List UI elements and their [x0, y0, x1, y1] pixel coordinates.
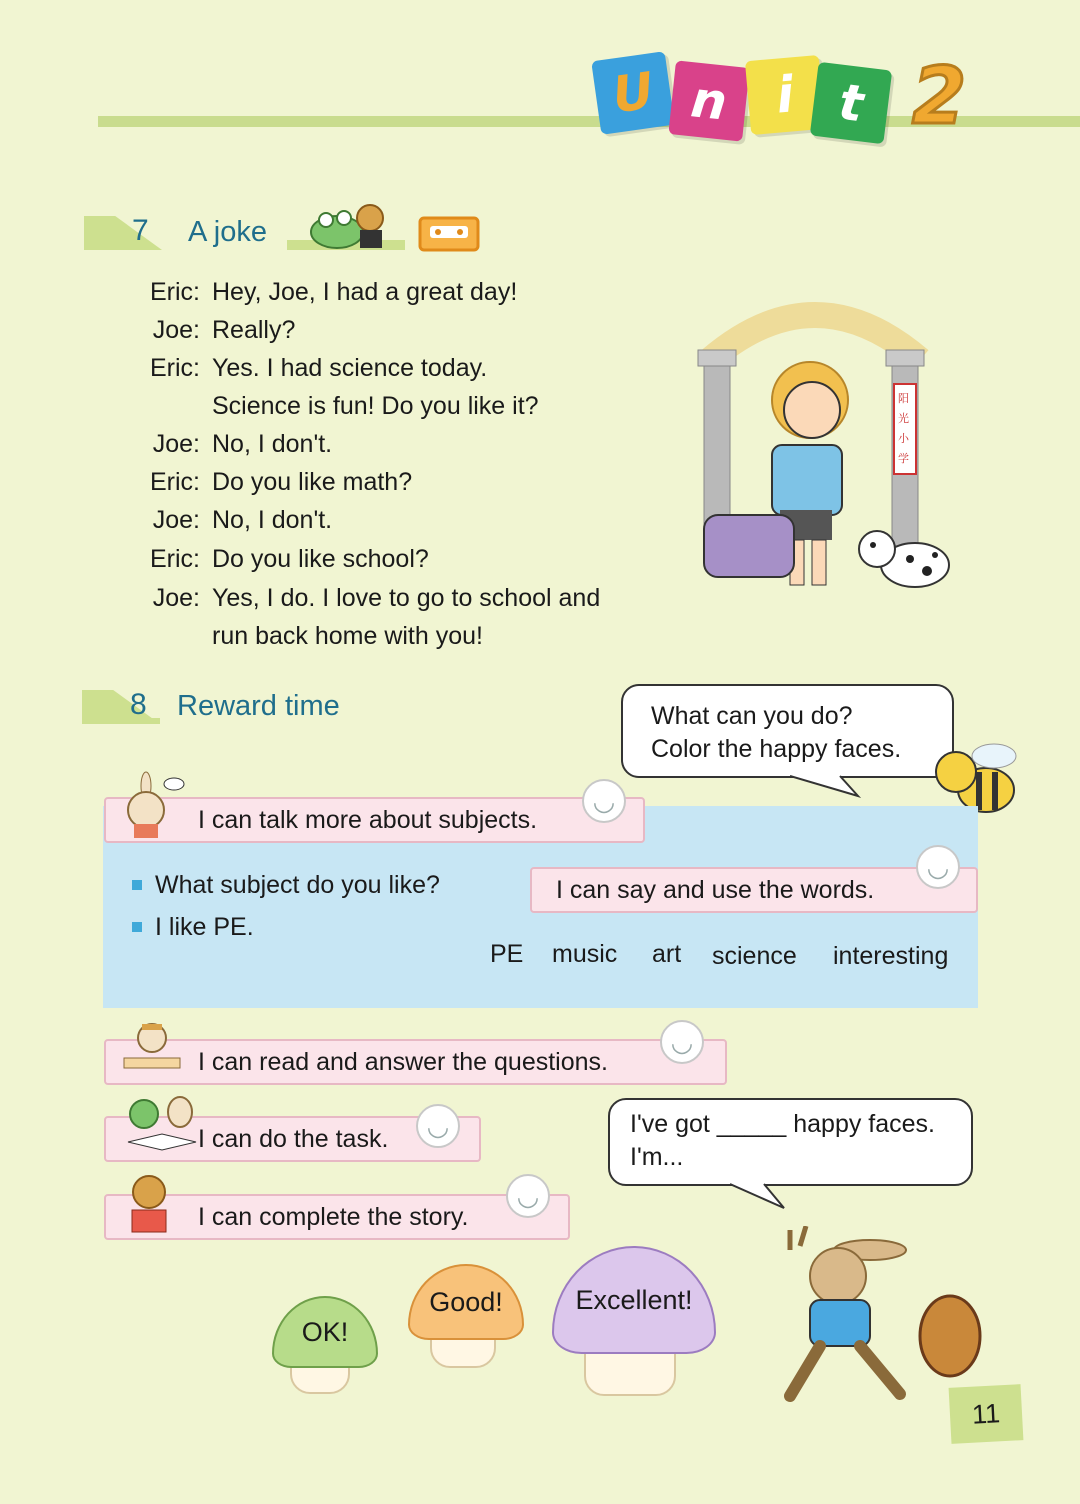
- can-do-text: I can do the task.: [198, 1124, 389, 1153]
- can-do-text: I can talk more about subjects.: [198, 805, 538, 834]
- rabbit-with-basket-illustration: [750, 1226, 990, 1406]
- dialogue-line: No, I don't.: [212, 430, 333, 458]
- cassette-icon[interactable]: [418, 216, 480, 252]
- dialogue-line: Do you like math?: [212, 468, 413, 496]
- can-do-say-words: [530, 867, 978, 913]
- example-question: What subject do you like?: [155, 871, 440, 899]
- vocab-word: PE: [490, 940, 524, 968]
- mushroom-excellent: Excellent!: [552, 1246, 716, 1354]
- section-8-underline: [82, 718, 160, 724]
- bear-reading-icon: [124, 1170, 174, 1236]
- happy-face-icon[interactable]: ◡: [416, 1104, 460, 1148]
- happy-face-icon[interactable]: ◡: [582, 779, 626, 823]
- bee-speech-bubble: [621, 684, 954, 778]
- dialogue-line: Do you like school?: [212, 545, 429, 573]
- bubble-line: Color the happy faces.: [651, 735, 902, 763]
- can-do-text: I can read and answer the questions.: [198, 1047, 608, 1076]
- bubble-line: I've got _____ happy faces.: [630, 1110, 935, 1138]
- speaker-label: Joe:: [152, 430, 200, 458]
- section-8-number: 8: [130, 688, 147, 721]
- unit-tile-u: U: [591, 51, 675, 135]
- speaker-label: Eric:: [150, 278, 200, 306]
- dialogue-line: Hey, Joe, I had a great day!: [212, 278, 518, 306]
- example-answer: I like PE.: [155, 913, 254, 941]
- section-8-title: Reward time: [177, 690, 340, 722]
- unit-number: 2: [912, 52, 967, 142]
- boy-with-bag-illustration: [700, 355, 880, 600]
- frog-and-bear-icon: [302, 196, 392, 250]
- gate-sign-char: 光: [898, 413, 909, 425]
- bubble-line: What can you do?: [651, 702, 853, 730]
- dialogue-line: Yes, I do. I love to go to school and: [212, 584, 601, 612]
- bullet-icon: [132, 880, 142, 890]
- happy-face-icon[interactable]: ◡: [916, 845, 960, 889]
- reading-at-desk-icon: [122, 1020, 182, 1072]
- friends-with-book-icon: [122, 1092, 202, 1152]
- dialogue-line: Science is fun! Do you like it?: [212, 392, 539, 420]
- vocab-word: science: [712, 942, 797, 970]
- section-7-tab: [84, 216, 162, 250]
- happy-face-count-bubble: [608, 1098, 973, 1186]
- speaker-label: Joe:: [152, 506, 200, 534]
- dialogue-line: Yes. I had science today.: [212, 354, 488, 382]
- mushroom-good: Good!: [408, 1264, 524, 1340]
- gate-sign-char: 小: [898, 433, 909, 445]
- section-7-title: A joke: [188, 216, 267, 248]
- can-do-read-answer: [104, 1039, 727, 1085]
- unit-tile-t: t: [810, 62, 892, 144]
- page-number: 11: [949, 1384, 1024, 1444]
- gate-sign-char: 阳: [898, 393, 909, 405]
- gate-sign-char: 学: [898, 453, 909, 465]
- dialogue-line: No, I don't.: [212, 506, 333, 534]
- rabbit-thinking-icon: [118, 770, 188, 840]
- happy-face-icon[interactable]: ◡: [660, 1020, 704, 1064]
- can-do-text: I can complete the story.: [198, 1202, 469, 1231]
- unit-tile-i: i: [745, 55, 825, 135]
- vocab-word: music: [552, 940, 618, 968]
- mushroom-ok: OK!: [272, 1296, 378, 1368]
- dialogue-line: run back home with you!: [212, 622, 483, 650]
- unit-tile-n: n: [668, 60, 749, 141]
- bubble-tail: [730, 1182, 790, 1212]
- speaker-label: Eric:: [150, 354, 200, 382]
- can-do-text: I can say and use the words.: [556, 875, 875, 904]
- bubble-tail: [790, 774, 870, 798]
- happy-face-icon[interactable]: ◡: [506, 1174, 550, 1218]
- section-7-number: 7: [132, 214, 149, 247]
- vocab-word: art: [652, 940, 682, 968]
- dalmatian-dog-illustration: [855, 515, 955, 600]
- dialogue-line: Really?: [212, 316, 296, 344]
- bullet-icon: [132, 922, 142, 932]
- speaker-label: Eric:: [150, 468, 200, 496]
- speaker-label: Eric:: [150, 545, 200, 573]
- bubble-line: I'm...: [630, 1143, 684, 1171]
- speaker-label: Joe:: [152, 316, 200, 344]
- vocab-word: interesting: [833, 942, 949, 970]
- speaker-label: Joe:: [152, 584, 200, 612]
